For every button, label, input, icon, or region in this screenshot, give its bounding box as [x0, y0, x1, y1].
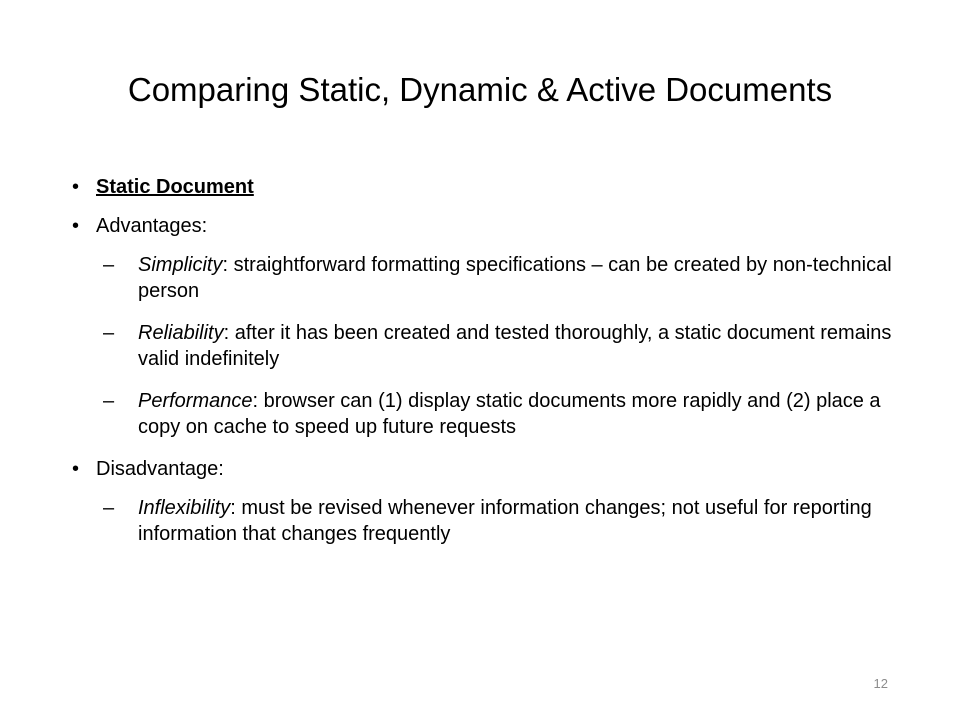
slide-title: Comparing Static, Dynamic & Active Documents	[127, 71, 833, 108]
advantage-term: Simplicity	[138, 254, 223, 276]
disadvantage-text: : must be revised whenever information changes; not useful for reporting information that changes frequently	[138, 497, 872, 545]
advantage-reliability	[72, 320, 892, 372]
advantage-term: Performance	[138, 390, 253, 412]
advantage-text: : straightforward formatting specifications – can be created by non-technical person	[138, 254, 892, 302]
page-number: 12	[873, 676, 888, 691]
bullet-static-document	[72, 174, 892, 200]
bullet-disadvantage	[72, 456, 892, 482]
advantage-performance	[72, 388, 892, 440]
bullet-icon: •	[72, 176, 80, 198]
advantage-simplicity	[72, 252, 892, 304]
advantage-text: : after it has been created and tested thoroughly, a static document remains valid indefinitely	[138, 322, 892, 370]
bullet-text: Advantages:	[96, 215, 208, 237]
dash-icon: –	[103, 497, 115, 519]
disadvantage-inflexibility	[72, 495, 892, 547]
bullet-text: Static Document	[96, 176, 254, 198]
slide-body	[72, 174, 892, 563]
disadvantage-term: Inflexibility	[138, 497, 231, 519]
bullet-text: Disadvantage:	[96, 458, 224, 480]
dash-icon: –	[103, 390, 115, 412]
advantage-term: Reliability	[138, 322, 224, 344]
dash-icon: –	[103, 322, 115, 344]
bullet-icon: •	[72, 458, 80, 480]
dash-icon: –	[103, 254, 115, 276]
bullet-advantages	[72, 213, 892, 239]
advantage-text: : browser can (1) display static documents more rapidly and (2) place a copy on cache to speed up future requests	[138, 390, 881, 438]
bullet-icon: •	[72, 215, 80, 237]
